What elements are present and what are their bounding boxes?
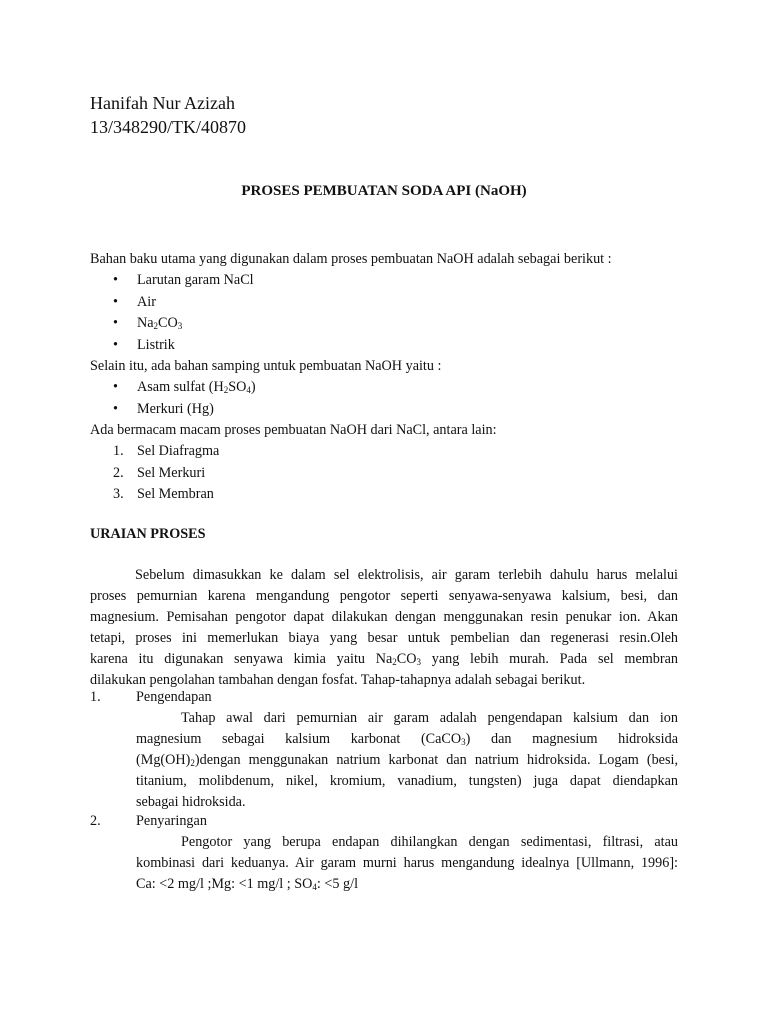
bullet-icon: •: [113, 336, 118, 353]
list-item: • Listrik: [90, 335, 254, 357]
step-body: [136, 832, 678, 895]
paragraph-line: magnesium. Pemisahan pengotor dapat dilakukan dengan menggunakan resin penukar ion. Akan: [90, 609, 678, 625]
step-number: 1.: [90, 689, 101, 705]
raw-materials-list: [90, 270, 254, 356]
na2co3-item: $Na_2CO_3$: [137, 315, 183, 331]
side-materials-list: [90, 377, 256, 420]
step-body: [136, 708, 678, 813]
paragraph-line: proses pemurnian karena mengandung pengotor seperti senyawa-senyawa kalsium, besi, dan: [90, 588, 678, 604]
list-item: 1. Sel Diafragma: [113, 443, 220, 459]
step-title: Penyaringan: [136, 813, 207, 829]
paragraph-line: Sebelum dimasukkan ke dalam sel elektrolisis, air garam terlebih dahulu harus melalui: [135, 567, 678, 583]
section-heading: URAIAN PROSES: [90, 526, 206, 542]
process-list: [90, 441, 219, 506]
h2so4-item: Asam sulfat $(H_2SO_4)$: [137, 379, 256, 395]
bullet-icon: •: [113, 272, 118, 288]
process-intro-text: Ada bermacam macam proses pembuatan NaOH dari NaCl, antara lain:: [90, 422, 497, 438]
paragraph-line: Ca: <2 mg/l ;Mg: <1 mg/l ; $SO_4$: <5 g/l: [136, 876, 359, 892]
list-item: 3. Sel Membran: [113, 486, 214, 502]
paragraph-line: titanium, molibdenum, nikel, kromium, vanadium, tungsten) juga dapat diendapkan: [136, 773, 678, 789]
paragraph-line: kombinasi dari keduanya. Air garam murni harus mengandung idealnya [Ullmann, 1996]:: [136, 855, 678, 871]
paragraph-line: dilakukan pengolahan tambahan dengan fosfat. Tahap-tahapnya adalah sebagai berikut.: [90, 672, 586, 688]
paragraph-line: karena itu digunakan senyawa kimia yaitu $Na_2CO_3$ yang lebih murah. Pada sel membran: [90, 651, 679, 667]
paragraph-line: magnesium sebagai kalsium karbonat (CaCO$_3$) dan magnesium hidroksida: [136, 731, 678, 747]
document-title: PROSES PEMBUATAN SODA API (NaOH): [241, 183, 527, 199]
step-number: 2.: [90, 813, 101, 829]
list-item: [90, 377, 256, 399]
step-title: Pengendapan: [136, 689, 212, 705]
list-item: • Merkuri (Hg): [90, 399, 256, 421]
list-item: 2. Sel Merkuri: [113, 464, 206, 481]
bullet-icon: •: [113, 379, 118, 395]
list-item: • Larutan garam NaCl: [90, 270, 254, 292]
author-name: Hanifah Nur Azizah: [90, 93, 235, 113]
paragraph-line: tetapi, proses ini memerlukan biaya yang besar untuk pembelian dan regenerasi resin.Oleh: [90, 630, 678, 646]
list-item: • Air: [90, 292, 254, 314]
author-id: 13/348290/TK/40870: [90, 117, 246, 137]
bullet-icon: •: [113, 315, 118, 331]
main-paragraph: [90, 565, 678, 691]
paragraph-line: Tahap awal dari pemurnian air garam adalah pengendapan kalsium dan ion: [181, 710, 678, 726]
paragraph-line: $(Mg(OH)_2)dengan$ menggunakan natrium karbonat dan natrium hidroksida. Logam (besi,: [136, 752, 678, 768]
bullet-icon: •: [113, 293, 118, 310]
paragraph-line: Pengotor yang berupa endapan dihilangkan dengan sedimentasi, filtrasi, atau: [181, 834, 678, 850]
paragraph-line: sebagai hidroksida.: [136, 794, 246, 810]
side-intro-text: Selain itu, ada bahan samping untuk pembuatan NaOH yaitu :: [90, 358, 442, 374]
bullet-icon: •: [113, 400, 118, 417]
intro-text: Bahan baku utama yang digunakan dalam proses pembuatan NaOH adalah sebagai berikut :: [90, 251, 612, 267]
list-item: [90, 313, 254, 335]
